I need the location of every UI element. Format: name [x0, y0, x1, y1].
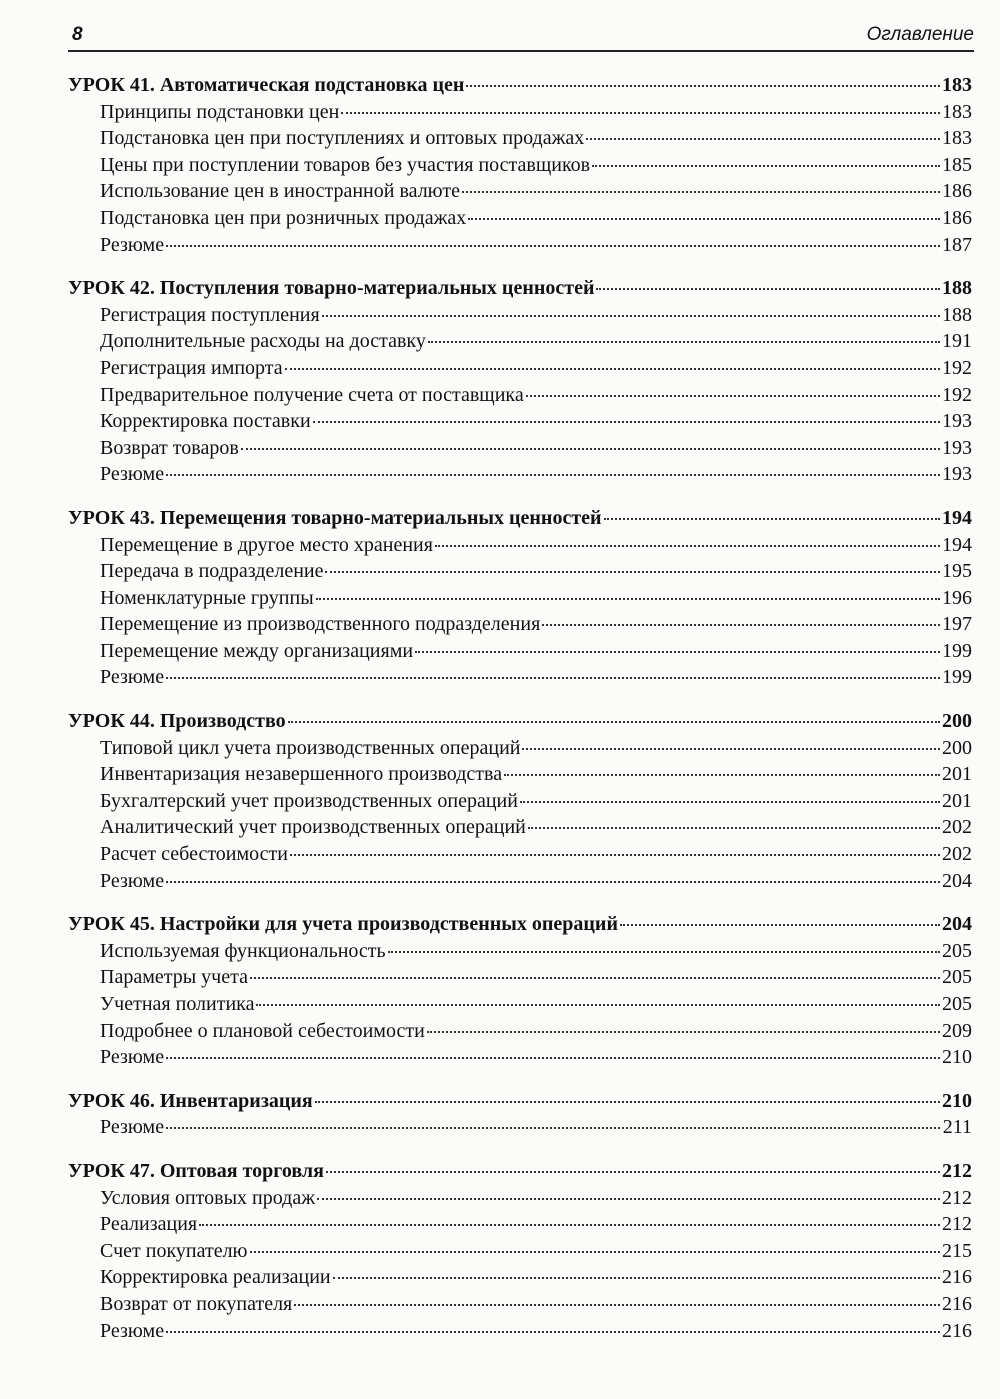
dot-leader [596, 288, 940, 290]
dot-leader [166, 1331, 940, 1333]
toc-entry-page: 209 [942, 1019, 972, 1042]
toc-entry [68, 178, 972, 205]
toc-entry [68, 355, 972, 382]
toc-entry-page: 212 [942, 1186, 972, 1209]
toc-entry-page: 193 [942, 463, 972, 486]
toc-entry-page: 202 [942, 816, 972, 839]
toc-entry-page: 199 [942, 639, 972, 662]
toc-entry-title: Перемещение в другое место хранения [100, 533, 433, 556]
page-number: 8 [72, 24, 83, 45]
dot-leader [462, 191, 940, 193]
toc-entry-title: Перемещение между организациями [100, 639, 414, 662]
toc-entry [68, 382, 972, 409]
dot-leader [166, 474, 940, 476]
toc-entry-page: 205 [942, 966, 972, 989]
dot-leader [241, 448, 940, 450]
dot-leader [528, 827, 940, 829]
dot-leader [250, 1251, 941, 1253]
lesson-heading-title: УРОК 46. Инвентаризация [68, 1089, 313, 1112]
dot-leader [604, 518, 940, 520]
toc-entry [68, 532, 972, 559]
toc-entry-page: 192 [942, 356, 972, 379]
dot-leader [250, 977, 940, 979]
lesson-heading-title: УРОК 45. Настройки для учета производственных операций [68, 913, 618, 936]
lesson-heading-title: УРОК 43. Перемещения товарно-материальных ценностей [68, 506, 602, 529]
toc-entry-title: Передача в подразделение [100, 560, 324, 583]
toc-entry-page: 216 [942, 1292, 972, 1315]
toc-entry-title: Корректировка реализации [100, 1266, 331, 1289]
toc-entry [68, 585, 972, 612]
toc-entry-title: Подстановка цен при поступлениях и оптовых продажах [100, 127, 585, 150]
lesson-block [68, 1088, 972, 1141]
toc-entry [68, 125, 972, 152]
toc-entry [68, 964, 972, 991]
toc-entry-page: 194 [942, 533, 972, 556]
toc-entry [68, 1018, 972, 1045]
lesson-block [68, 1158, 972, 1344]
toc-entry-title: Реализация [100, 1213, 198, 1236]
toc-entry [68, 408, 972, 435]
dot-leader [322, 315, 940, 317]
dot-leader [256, 1004, 940, 1006]
lesson-block [68, 505, 972, 691]
toc-entry-page: 201 [942, 789, 972, 812]
dot-leader [592, 165, 940, 167]
dot-leader [468, 218, 940, 220]
lesson-heading-title: УРОК 42. Поступления товарно-материальных ценностей [68, 277, 595, 300]
dot-leader [317, 1198, 940, 1200]
toc-entry [68, 1318, 972, 1345]
toc-entry-title: Номенклатурные группы [100, 586, 314, 609]
toc-entry-title: Резюме [100, 1046, 165, 1069]
toc-entry-page: 200 [942, 736, 972, 759]
dot-leader [313, 421, 940, 423]
toc-entry-title: Возврат товаров [100, 436, 239, 459]
toc-entry-title: Резюме [100, 1319, 165, 1342]
lesson-heading [68, 1158, 972, 1185]
toc-entry-page: 188 [942, 303, 972, 326]
toc-entry-page: 212 [942, 1213, 972, 1236]
toc-entry [68, 841, 972, 868]
toc-entry-title: Условия оптовых продаж [100, 1186, 316, 1209]
toc-entry [68, 1114, 972, 1141]
toc-entry-page: 193 [942, 436, 972, 459]
lesson-heading [68, 72, 972, 99]
toc-entry-page: 202 [942, 843, 972, 866]
toc-entry [68, 938, 972, 965]
toc-entry-title: Подробнее о плановой себестоимости [100, 1019, 425, 1042]
lesson-heading [68, 708, 972, 735]
toc-entry [68, 328, 972, 355]
lesson-heading-title: УРОК 44. Производство [68, 710, 286, 733]
dot-leader [333, 1277, 940, 1279]
toc-entry-title: Параметры учета [100, 966, 248, 989]
toc-entry-page: 195 [942, 560, 972, 583]
dot-leader [166, 1057, 940, 1059]
lesson-block [68, 708, 972, 894]
toc-entry [68, 1044, 972, 1071]
toc-entry-page: 215 [942, 1239, 972, 1262]
lesson-heading-page: 212 [942, 1159, 972, 1182]
lesson-heading-page: 194 [942, 506, 972, 529]
dot-leader [520, 801, 940, 803]
dot-leader [522, 748, 940, 750]
toc-entry-title: Принципы подстановки цен [100, 100, 340, 123]
toc-entry [68, 152, 972, 179]
toc-entry-title: Расчет себестоимости [100, 843, 288, 866]
toc-entry-page: 186 [942, 206, 972, 229]
toc-entry [68, 735, 972, 762]
toc-entry [68, 435, 972, 462]
dot-leader [166, 881, 940, 883]
dot-leader [427, 1031, 940, 1033]
toc-entry-title: Типовой цикл учета производственных операций [100, 736, 521, 759]
toc-entry [68, 868, 972, 895]
toc-entry-page: 192 [942, 383, 972, 406]
toc-entry-title: Возврат от покупателя [100, 1292, 293, 1315]
lesson-block [68, 72, 972, 258]
page-header [68, 20, 974, 52]
lesson-block [68, 275, 972, 488]
toc-entry [68, 558, 972, 585]
toc-entry [68, 1291, 972, 1318]
dot-leader [325, 571, 940, 573]
toc-entry-page: 187 [942, 233, 972, 256]
toc-entry-page: 186 [942, 180, 972, 203]
toc-entry [68, 205, 972, 232]
toc-entry-page: 183 [942, 127, 972, 150]
toc-entry-title: Дополнительные расходы на доставку [100, 330, 426, 353]
dot-leader [504, 774, 940, 776]
toc-entry-page: 211 [942, 1116, 972, 1139]
toc-entry [68, 232, 972, 259]
toc-entry-page: 205 [942, 939, 972, 962]
toc-entry [68, 461, 972, 488]
toc-entry [68, 788, 972, 815]
toc-entry-page: 199 [942, 666, 972, 689]
lesson-heading-page: 183 [942, 74, 972, 96]
toc-entry-page: 193 [942, 410, 972, 433]
dot-leader [199, 1224, 940, 1226]
toc-entry-title: Подстановка цен при розничных продажах [100, 206, 467, 229]
toc-entry-page: 197 [942, 613, 972, 636]
toc-entry-page: 210 [942, 1046, 972, 1069]
dot-leader [388, 951, 940, 953]
toc-entry [68, 991, 972, 1018]
toc-entry-title: Резюме [100, 233, 165, 256]
toc-entry [68, 1211, 972, 1238]
dot-leader [288, 721, 940, 723]
dot-leader [315, 1101, 940, 1103]
running-title: Оглавление [866, 24, 974, 45]
toc-entry-page: 204 [942, 869, 972, 892]
toc-entry-title: Используемая функциональность [100, 939, 386, 962]
toc-entry [68, 302, 972, 329]
toc-entry-title: Аналитический учет производственных операций [100, 816, 526, 839]
toc-entry-title: Учетная политика [100, 993, 255, 1015]
toc-entry-page: 183 [942, 100, 972, 123]
dot-leader [415, 651, 940, 653]
dot-leader [526, 395, 940, 397]
dot-leader [326, 1171, 940, 1173]
toc-entry [68, 611, 972, 638]
dot-leader [435, 545, 940, 547]
toc-entry [68, 664, 972, 691]
toc-entry-title: Цены при поступлении товаров без участия поставщиков [100, 153, 591, 176]
toc-entry-title: Бухгалтерский учет производственных операций [100, 789, 518, 812]
dot-leader [620, 924, 940, 926]
toc-entry-page: 205 [942, 993, 972, 1015]
lesson-heading-page: 204 [942, 913, 972, 936]
toc-entry-page: 216 [942, 1266, 972, 1289]
toc-entry [68, 1238, 972, 1265]
dot-leader [316, 598, 940, 600]
dot-leader [542, 624, 940, 626]
lesson-heading-page: 210 [942, 1089, 972, 1112]
dot-leader [290, 854, 940, 856]
lesson-heading-title: УРОК 47. Оптовая торговля [68, 1159, 324, 1182]
table-of-contents [68, 72, 972, 1361]
toc-entry-title: Регистрация поступления [100, 303, 320, 326]
toc-entry-title: Предварительное получение счета от поставщика [100, 383, 524, 406]
toc-entry-title: Корректировка поставки [100, 410, 311, 433]
toc-entry [68, 638, 972, 665]
toc-entry-page: 216 [942, 1319, 972, 1342]
toc-entry-title: Счет покупателю [100, 1239, 248, 1262]
toc-entry [68, 761, 972, 788]
lesson-block [68, 911, 972, 1071]
toc-entry [68, 814, 972, 841]
toc-entry [68, 1185, 972, 1212]
toc-entry-title: Регистрация импорта [100, 356, 283, 379]
dot-leader [166, 677, 940, 679]
lesson-heading-page: 200 [942, 710, 972, 733]
toc-entry [68, 1264, 972, 1291]
dot-leader [166, 245, 940, 247]
toc-entry-title: Инвентаризация незавершенного производства [100, 763, 503, 786]
toc-entry [68, 99, 972, 126]
toc-entry-title: Резюме [100, 463, 165, 486]
lesson-heading [68, 1088, 972, 1115]
lesson-heading [68, 911, 972, 938]
toc-entry-page: 201 [942, 763, 972, 786]
toc-entry-page: 196 [942, 586, 972, 609]
toc-entry-title: Резюме [100, 1116, 165, 1139]
dot-leader [341, 112, 940, 114]
dot-leader [428, 341, 940, 343]
toc-entry-title: Перемещение из производственного подразделения [100, 613, 541, 636]
lesson-heading [68, 275, 972, 302]
toc-entry-title: Использование цен в иностранной валюте [100, 180, 460, 203]
dot-leader [294, 1304, 940, 1306]
toc-entry-page: 185 [942, 153, 972, 176]
dot-leader [166, 1127, 940, 1129]
dot-leader [586, 138, 940, 140]
dot-leader [285, 368, 940, 370]
toc-entry-title: Резюме [100, 869, 165, 892]
lesson-heading-page: 188 [942, 277, 972, 300]
toc-entry-page: 191 [942, 330, 972, 353]
dot-leader [466, 85, 940, 87]
lesson-heading [68, 505, 972, 532]
toc-entry-title: Резюме [100, 666, 165, 689]
lesson-heading-title: УРОК 41. Автоматическая подстановка цен [68, 74, 465, 96]
